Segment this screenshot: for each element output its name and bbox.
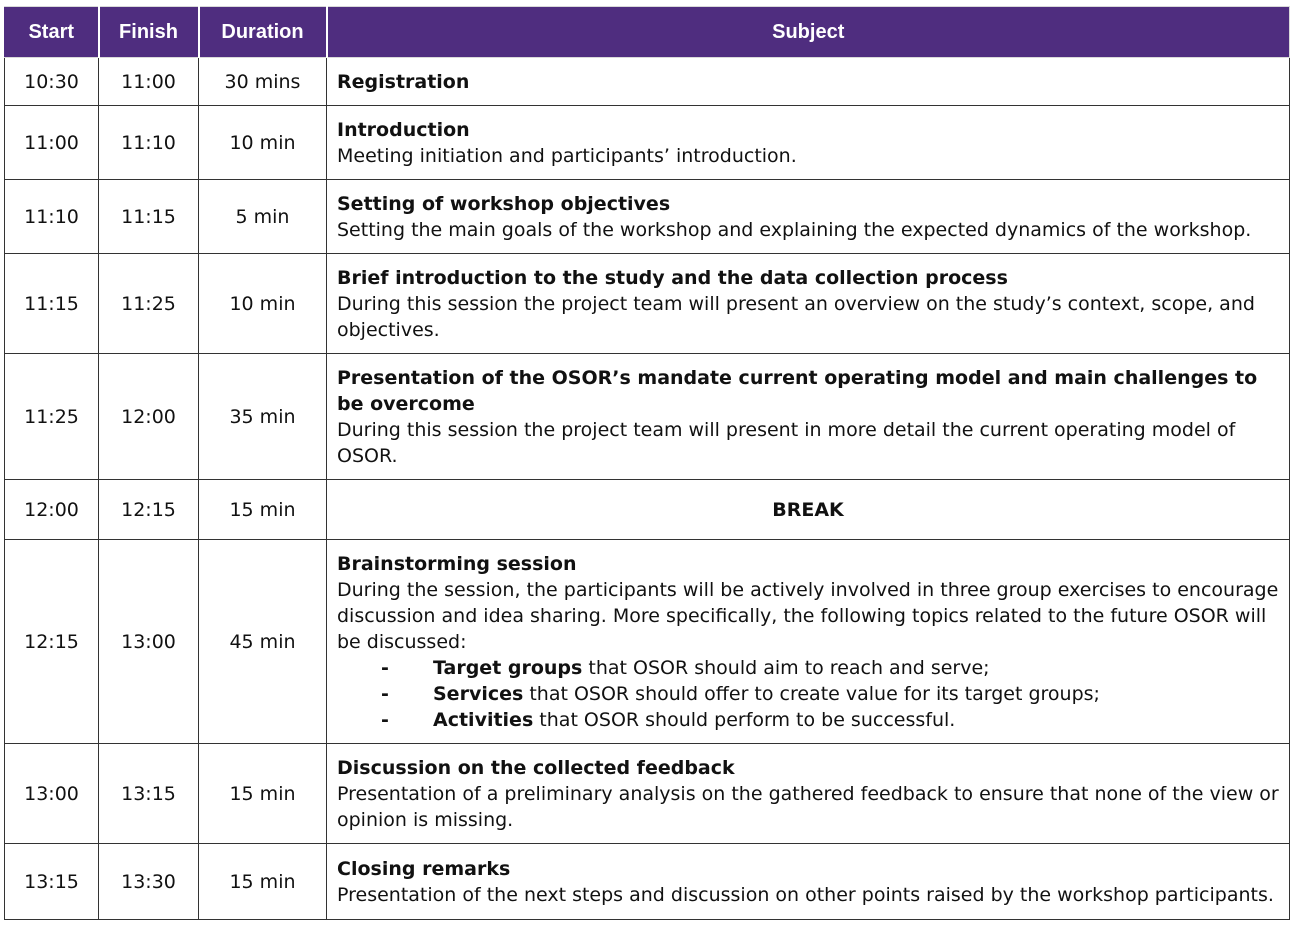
session-description: Presentation of a preliminary analysis on the gathered feedback to ensure that none of the view or opinion is missing. bbox=[337, 782, 1279, 831]
bullet-dash: - bbox=[381, 708, 389, 731]
finish-time: 13:15 bbox=[99, 744, 199, 844]
duration: 30 mins bbox=[199, 58, 327, 106]
break-cell: BREAK bbox=[327, 480, 1290, 540]
session-title: Introduction bbox=[337, 118, 470, 141]
subject-cell bbox=[327, 844, 1290, 920]
session-description: Presentation of the next steps and discussion on other points raised by the workshop participants. bbox=[337, 883, 1274, 906]
list-item bbox=[381, 655, 1279, 681]
session-title: Closing remarks bbox=[337, 857, 511, 880]
list-item bbox=[381, 707, 1279, 733]
subject-cell bbox=[327, 744, 1290, 844]
duration: 15 min bbox=[199, 480, 327, 540]
start-time: 11:00 bbox=[5, 106, 99, 180]
finish-time: 11:00 bbox=[99, 58, 199, 106]
session-description: Setting the main goals of the workshop and explaining the expected dynamics of the workshop. bbox=[337, 218, 1252, 241]
table-row bbox=[5, 744, 1290, 844]
duration: 10 min bbox=[199, 254, 327, 354]
duration: 15 min bbox=[199, 744, 327, 844]
topic-list bbox=[337, 655, 1279, 733]
session-title: Brief introduction to the study and the data collection process bbox=[337, 266, 1008, 289]
finish-time: 13:30 bbox=[99, 844, 199, 920]
bullet-dash: - bbox=[381, 682, 389, 705]
topic-bold: Services bbox=[433, 682, 524, 705]
topic-text: that OSOR should perform to be successful. bbox=[533, 708, 956, 731]
bullet-dash: - bbox=[381, 656, 389, 679]
finish-time: 11:10 bbox=[99, 106, 199, 180]
start-time: 11:25 bbox=[5, 354, 99, 480]
header-finish: Finish bbox=[99, 7, 199, 58]
start-time: 12:00 bbox=[5, 480, 99, 540]
topic-text: that OSOR should offer to create value for its target groups; bbox=[523, 682, 1100, 705]
duration: 5 min bbox=[199, 180, 327, 254]
table-row bbox=[5, 106, 1290, 180]
start-time: 11:15 bbox=[5, 254, 99, 354]
list-item bbox=[381, 681, 1279, 707]
subject-cell bbox=[327, 58, 1290, 106]
start-time: 10:30 bbox=[5, 58, 99, 106]
table-row bbox=[5, 180, 1290, 254]
table-row bbox=[5, 354, 1290, 480]
header-duration: Duration bbox=[199, 7, 327, 58]
subject-cell bbox=[327, 540, 1290, 744]
finish-time: 12:15 bbox=[99, 480, 199, 540]
subject-cell bbox=[327, 106, 1290, 180]
header-subject: Subject bbox=[327, 7, 1290, 58]
subject-cell bbox=[327, 354, 1290, 480]
table-row bbox=[5, 58, 1290, 106]
session-title: Discussion on the collected feedback bbox=[337, 756, 735, 779]
session-description: During this session the project team will present an overview on the study’s context, scope, and objectives. bbox=[337, 292, 1255, 341]
session-title: Registration bbox=[337, 70, 470, 93]
finish-time: 11:15 bbox=[99, 180, 199, 254]
session-description: Meeting initiation and participants’ introduction. bbox=[337, 144, 797, 167]
header-row bbox=[5, 7, 1290, 58]
header-start: Start bbox=[5, 7, 99, 58]
topic-bold: Target groups bbox=[433, 656, 583, 679]
table-row bbox=[5, 480, 1290, 540]
finish-time: 13:00 bbox=[99, 540, 199, 744]
agenda-table bbox=[4, 6, 1290, 920]
table-row bbox=[5, 254, 1290, 354]
session-title: Setting of workshop objectives bbox=[337, 192, 671, 215]
duration: 45 min bbox=[199, 540, 327, 744]
subject-cell bbox=[327, 180, 1290, 254]
table-row bbox=[5, 540, 1290, 744]
finish-time: 12:00 bbox=[99, 354, 199, 480]
subject-cell bbox=[327, 254, 1290, 354]
start-time: 11:10 bbox=[5, 180, 99, 254]
table-row bbox=[5, 844, 1290, 920]
start-time: 12:15 bbox=[5, 540, 99, 744]
start-time: 13:00 bbox=[5, 744, 99, 844]
session-description: During this session the project team will present in more detail the current operating model of OSOR. bbox=[337, 418, 1236, 467]
duration: 10 min bbox=[199, 106, 327, 180]
topic-bold: Activities bbox=[433, 708, 534, 731]
session-title: Presentation of the OSOR’s mandate current operating model and main challenges to be overcome bbox=[337, 366, 1258, 415]
session-title: Brainstorming session bbox=[337, 552, 577, 575]
duration: 15 min bbox=[199, 844, 327, 920]
start-time: 13:15 bbox=[5, 844, 99, 920]
finish-time: 11:25 bbox=[99, 254, 199, 354]
session-description: During the session, the participants will be actively involved in three group exercises to encourage discussion and idea sharing. More specifically, the following topics related to the future OSOR will be discussed: bbox=[337, 578, 1279, 653]
topic-text: that OSOR should aim to reach and serve; bbox=[582, 656, 990, 679]
duration: 35 min bbox=[199, 354, 327, 480]
